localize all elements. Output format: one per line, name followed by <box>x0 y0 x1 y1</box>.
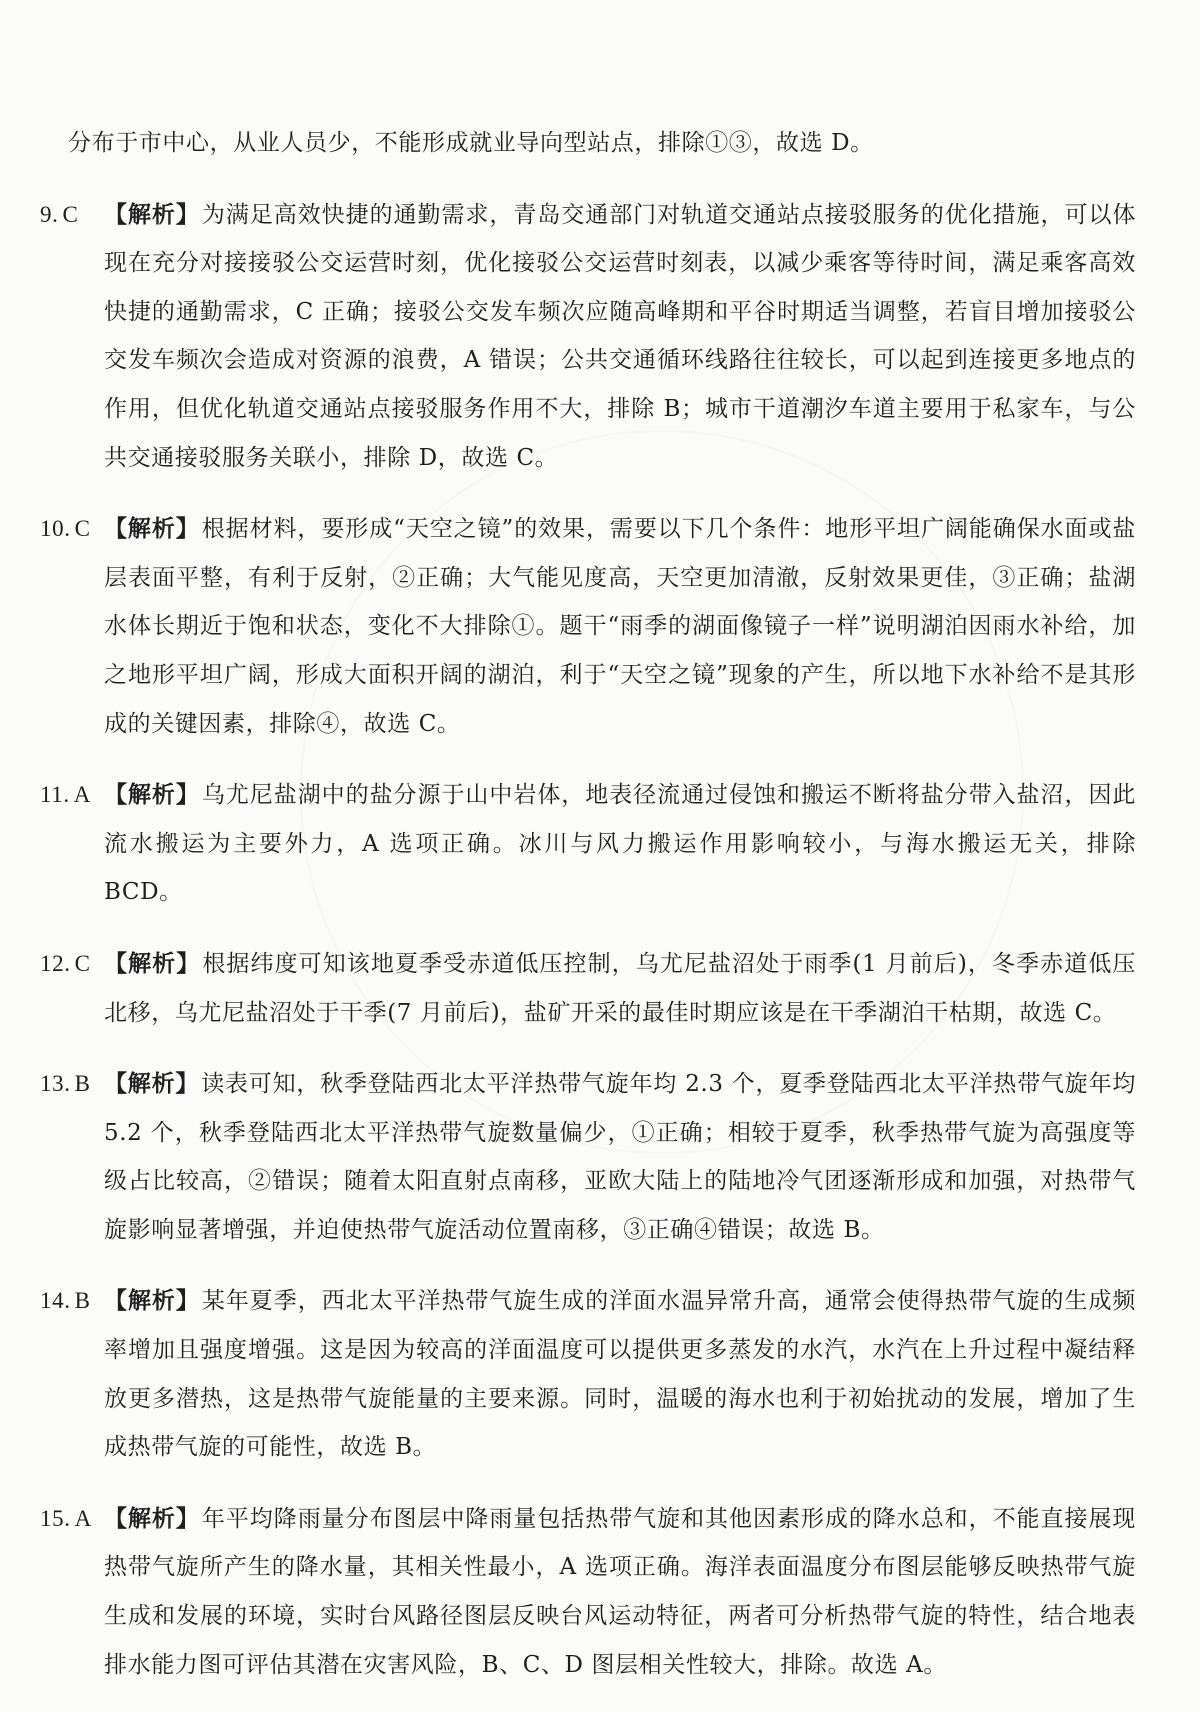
answer-13-choice: B <box>74 1071 91 1097</box>
answer-13 <box>0 1060 1200 1254</box>
answer-9-choice: C <box>62 201 79 227</box>
answer-9-analysis-tag: 【解析】 <box>104 200 200 228</box>
answer-11-choice: A <box>73 782 91 808</box>
answer-15-label <box>40 1495 104 1544</box>
answer-13-analysis-tag: 【解析】 <box>104 1070 200 1098</box>
answer-15-number: 15. <box>40 1505 71 1531</box>
answer-10-analysis-tag: 【解析】 <box>104 515 200 543</box>
answer-13-label <box>40 1060 104 1109</box>
answer-14-text: 某年夏季，西北太平洋热带气旋生成的洋面水温异常升高，通常会使得热带气旋的生成频率增加且强度增强。这是因为较高的洋面温度可以提供更多蒸发的水汽，水汽在上升过程中凝结释放更多潜热，这是热带气旋能量的主要来源。同时，温暖的海水也利于初始扰动的发展，增加了生成热带气旋的可能性，故选 B。 <box>104 1288 1137 1461</box>
answer-14-choice: B <box>74 1288 91 1314</box>
answer-12-text: 根据纬度可知该地夏季受赤道低压控制，乌尤尼盐沼处于雨季(1 月前后)，冬季赤道低压北移，乌尤尼盐沼处于干季(7 月前后)，盐矿开采的最佳时期应该是在干季湖泊干枯期，故选 C。 <box>104 950 1136 1026</box>
answer-11-analysis-tag: 【解析】 <box>104 781 200 809</box>
answer-12-label <box>40 940 104 989</box>
answer-11-text: 乌尤尼盐湖中的盐分源于山中岩体，地表径流通过侵蚀和搬运不断将盐分带入盐沼，因此流水搬运为主要外力，A 选项正确。冰川与风力搬运作用影响较小，与海水搬运无关，排除 BCD。 <box>104 782 1137 906</box>
answer-9-number: 9. <box>40 201 59 227</box>
answer-15-text: 年平均降雨量分布图层中降雨量包括热带气旋和其他因素形成的降水总和，不能直接展现热带气旋所产生的降水量，其相关性最小，A 选项正确。海洋表面温度分布图层能够反映热带气旋生成和发展的环境，实时台风路径图层反映台风运动特征，两者可分析热带气旋的特性，结合地表排水能力图可评估其潜在灾害风险，B、C、D 图层相关性较大，排除。故选 A。 <box>104 1505 1137 1678</box>
answer-10-number: 10. <box>40 516 71 542</box>
answer-14 <box>0 1277 1200 1471</box>
answer-12-number: 12. <box>40 950 71 976</box>
answer-12-analysis-tag: 【解析】 <box>104 949 201 977</box>
answer-12 <box>0 940 1200 1037</box>
answer-10-label <box>40 505 104 554</box>
answer-9-text: 为满足高效快捷的通勤需求，青岛交通部门对轨道交通站点接驳服务的优化措施，可以体现在充分对接接驳公交运营时刻，优化接驳公交运营时刻表，以减少乘客等待时间，满足乘客高效快捷的通勤需求，C 正确；接驳公交发车频次应随高峰期和平谷时期适当调整，若盲目增加接驳公交发车频次会造成对资源的浪费，A 错误；公共交通循环线路往往较长，可以起到连接更多地点的作用，但优化轨道交通站点接驳服务作用不大，排除 B；城市干道潮汐车道主要用于私家车，与公共交通接驳服务关联小，排除 D，故选 C。 <box>104 201 1137 471</box>
answer-9-label <box>40 191 104 240</box>
answer-15-analysis-tag: 【解析】 <box>104 1504 200 1532</box>
answer-explanations <box>0 96 1200 1712</box>
answer-14-label <box>40 1277 104 1326</box>
answer-10 <box>0 505 1200 748</box>
answer-10-choice: C <box>74 516 91 542</box>
answer-11-number: 11. <box>40 782 70 808</box>
answer-11 <box>0 771 1200 917</box>
answer-8-text: 分布于市中心，从业人员少，不能形成就业导向型站点，排除①③，故选 D。 <box>68 130 874 156</box>
answer-14-analysis-tag: 【解析】 <box>104 1287 200 1315</box>
answer-13-text: 读表可知，秋季登陆西北太平洋热带气旋年均 2.3 个，夏季登陆西北太平洋热带气旋年均 5.2 个，秋季登陆西北太平洋热带气旋数量偏少，①正确；相较于夏季，秋季热带气旋为高强度等级占比较高，②错误；随着太阳直射点南移，亚欧大陆上的陆地冷气团逐渐形成和加强，对热带气旋影响显著增强，并迫使热带气旋活动位置南移，③正确④错误；故选 B。 <box>104 1071 1136 1243</box>
answer-12-choice: C <box>74 950 91 976</box>
answer-9 <box>0 191 1200 483</box>
answer-13-number: 13. <box>40 1071 71 1097</box>
answer-8-continuation <box>0 119 1200 168</box>
answer-14-number: 14. <box>40 1288 71 1314</box>
answer-10-text: 根据材料，要形成“天空之镜”的效果，需要以下几个条件：地形平坦广阔能确保水面或盐层表面平整，有利于反射，②正确；大气能见度高，天空更加清澈，反射效果更佳，③正确；盐湖水体长期近于饱和状态，变化不大排除①。题干“雨季的湖面像镜子一样”说明湖泊因雨水补给，加之地形平坦广阔，形成大面积开阔的湖泊，利于“天空之镜”现象的产生，所以地下水补给不是其形成的关键因素，排除④，故选 C。 <box>104 516 1136 737</box>
answer-15 <box>0 1495 1200 1689</box>
answer-15-choice: A <box>74 1505 92 1531</box>
answer-11-label <box>40 771 104 820</box>
